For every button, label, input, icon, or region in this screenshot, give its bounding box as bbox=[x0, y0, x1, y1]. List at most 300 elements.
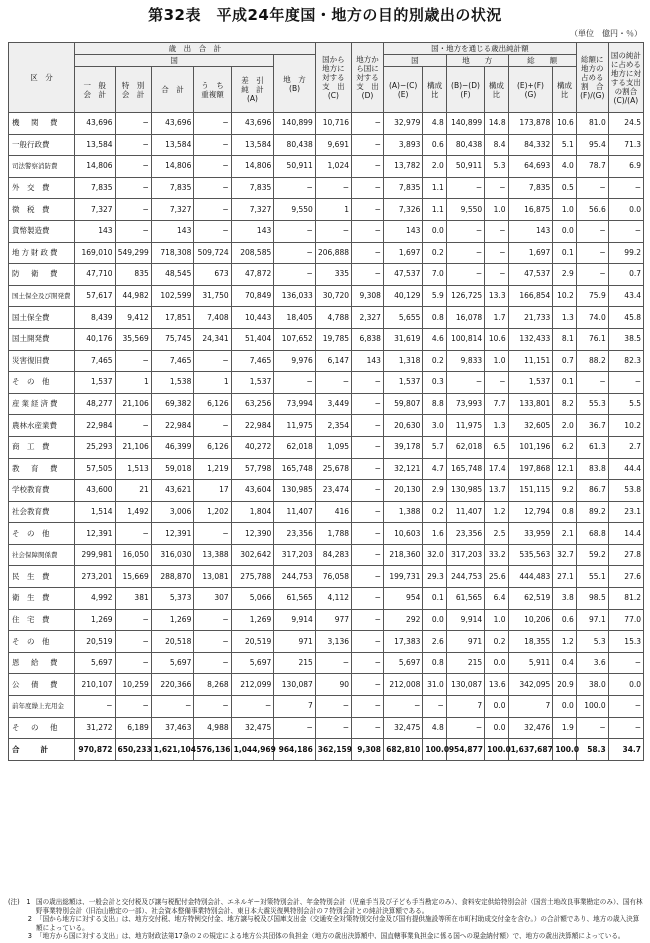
table-row bbox=[9, 264, 644, 286]
table-cell: 212,099 bbox=[231, 674, 274, 696]
table-cell: 166,854 bbox=[508, 285, 553, 307]
table-cell: 0.0 bbox=[608, 674, 643, 696]
table-cell: 1,513 bbox=[115, 458, 151, 480]
table-cell: 1 bbox=[194, 372, 231, 394]
table-cell: 1,697 bbox=[383, 242, 422, 264]
row-label: そ の 他 bbox=[9, 523, 75, 545]
table-cell: − bbox=[315, 177, 351, 199]
table-cell: 32.7 bbox=[553, 544, 576, 566]
table-cell: 215 bbox=[274, 652, 316, 674]
table-cell: 75.9 bbox=[576, 285, 608, 307]
table-cell: 43,621 bbox=[151, 480, 194, 502]
table-cell: 6,126 bbox=[194, 393, 231, 415]
table-cell: 100.0 bbox=[485, 739, 508, 761]
table-cell: − bbox=[151, 696, 194, 718]
table-cell: 17,383 bbox=[383, 631, 422, 653]
table-cell: 33,959 bbox=[508, 523, 553, 545]
table-cell: − bbox=[576, 242, 608, 264]
table-cell: 14,806 bbox=[75, 156, 115, 178]
table-cell: 77.0 bbox=[608, 609, 643, 631]
table-cell: 73,993 bbox=[446, 393, 484, 415]
table-cell: 43,696 bbox=[75, 113, 115, 135]
table-cell: − bbox=[446, 177, 484, 199]
table-cell: 1,514 bbox=[75, 501, 115, 523]
table-cell: 3,136 bbox=[315, 631, 351, 653]
table-cell: − bbox=[231, 696, 274, 718]
table-cell: 27.6 bbox=[608, 566, 643, 588]
table-cell: 299,981 bbox=[75, 544, 115, 566]
header-kuni-to-chihou: 国から 地方に 対する 支 出 (C) bbox=[315, 43, 351, 113]
table-cell: 3.6 bbox=[576, 652, 608, 674]
table-row bbox=[9, 199, 644, 221]
table-cell: 2.1 bbox=[553, 523, 576, 545]
table-cell: 971 bbox=[274, 631, 316, 653]
table-cell: 1,621,104 bbox=[151, 739, 194, 761]
table-cell: 75,745 bbox=[151, 328, 194, 350]
table-cell: 1,269 bbox=[75, 609, 115, 631]
table-cell: 165,748 bbox=[446, 458, 484, 480]
table-cell: 11,975 bbox=[446, 415, 484, 437]
header-j-kuni-val: (A)−(C) (E) bbox=[383, 67, 422, 113]
table-cell: − bbox=[352, 717, 384, 739]
table-cell: 1,269 bbox=[151, 609, 194, 631]
table-cell: 47,537 bbox=[383, 264, 422, 286]
table-cell: 8,268 bbox=[194, 674, 231, 696]
header-j-chihou: 地 方 bbox=[446, 55, 508, 67]
table-cell: 0.4 bbox=[553, 652, 576, 674]
table-cell: 5.1 bbox=[553, 134, 576, 156]
table-cell: 100.0 bbox=[423, 739, 446, 761]
table-cell: 1.3 bbox=[553, 307, 576, 329]
table-cell: 1.1 bbox=[423, 199, 446, 221]
table-cell: 1,318 bbox=[383, 350, 422, 372]
table-cell: 4,988 bbox=[194, 717, 231, 739]
table-cell: − bbox=[194, 350, 231, 372]
table-cell: 13,782 bbox=[383, 156, 422, 178]
table-body bbox=[9, 113, 644, 761]
table-cell: 6.2 bbox=[553, 436, 576, 458]
table-cell: − bbox=[485, 264, 508, 286]
table-cell: 2.7 bbox=[608, 436, 643, 458]
table-cell: 36.7 bbox=[576, 415, 608, 437]
table-cell: 20,519 bbox=[75, 631, 115, 653]
table-cell: 9.2 bbox=[553, 480, 576, 502]
table-cell: 244,753 bbox=[446, 566, 484, 588]
table-cell: 3.0 bbox=[423, 415, 446, 437]
table-cell: 25,678 bbox=[315, 458, 351, 480]
row-label: そ の 他 bbox=[9, 717, 75, 739]
table-cell: 81.2 bbox=[608, 588, 643, 610]
table-cell: 549,299 bbox=[115, 242, 151, 264]
table-cell: 97.1 bbox=[576, 609, 608, 631]
table-cell: − bbox=[75, 696, 115, 718]
table-cell: − bbox=[115, 523, 151, 545]
note-item bbox=[8, 932, 644, 941]
table-cell: 88.2 bbox=[576, 350, 608, 372]
table-cell: 1.0 bbox=[485, 199, 508, 221]
table-cell: 95.4 bbox=[576, 134, 608, 156]
table-cell: 32,475 bbox=[383, 717, 422, 739]
row-label: 商 工 費 bbox=[9, 436, 75, 458]
header-junkei: 国・地方を通じる歳出純計額 bbox=[383, 43, 576, 55]
table-row bbox=[9, 134, 644, 156]
table-cell: 107,652 bbox=[274, 328, 316, 350]
table-cell: − bbox=[608, 717, 643, 739]
table-cell: 1,697 bbox=[508, 242, 553, 264]
table-cell: 0.1 bbox=[553, 372, 576, 394]
table-cell: 62,018 bbox=[274, 436, 316, 458]
table-cell: 9,308 bbox=[352, 285, 384, 307]
row-label: そ の 他 bbox=[9, 631, 75, 653]
table-cell: 32,979 bbox=[383, 113, 422, 135]
table-cell: 4.7 bbox=[423, 458, 446, 480]
table-cell: 13,388 bbox=[194, 544, 231, 566]
table-cell: 7,835 bbox=[508, 177, 553, 199]
table-cell: 40,176 bbox=[75, 328, 115, 350]
table-cell: 21 bbox=[115, 480, 151, 502]
table-cell: 16,875 bbox=[508, 199, 553, 221]
table-cell: 7 bbox=[274, 696, 316, 718]
table-cell: 206,888 bbox=[315, 242, 351, 264]
table-cell: − bbox=[352, 544, 384, 566]
table-row bbox=[9, 328, 644, 350]
table-cell: 18,405 bbox=[274, 307, 316, 329]
table-cell: − bbox=[352, 436, 384, 458]
table-cell: 63,256 bbox=[231, 393, 274, 415]
table-cell: − bbox=[485, 242, 508, 264]
table-cell: − bbox=[194, 113, 231, 135]
table-cell: 535,563 bbox=[508, 544, 553, 566]
table-row bbox=[9, 113, 644, 135]
table-cell: 1,492 bbox=[115, 501, 151, 523]
table-cell: − bbox=[352, 480, 384, 502]
table-cell: 61.3 bbox=[576, 436, 608, 458]
row-label: 住 宅 費 bbox=[9, 609, 75, 631]
header-kuni-share: 国の純計 に占める 地方に対 する支出 の割合 (C)/(A) bbox=[608, 43, 643, 113]
table-cell: 43,696 bbox=[151, 113, 194, 135]
table-cell: 22,984 bbox=[151, 415, 194, 437]
table-cell: 23.1 bbox=[608, 501, 643, 523]
row-label: 災害復旧費 bbox=[9, 350, 75, 372]
row-label: 国土保全及び開発費 bbox=[9, 285, 75, 307]
table-cell: 682,810 bbox=[383, 739, 422, 761]
table-cell: 61,565 bbox=[274, 588, 316, 610]
table-cell: 4.8 bbox=[423, 717, 446, 739]
table-cell: 0.6 bbox=[553, 609, 576, 631]
table-cell: 16,078 bbox=[446, 307, 484, 329]
table-cell: 7 bbox=[508, 696, 553, 718]
table-cell: − bbox=[274, 372, 316, 394]
table-cell: 1.0 bbox=[485, 350, 508, 372]
table-cell: 10,206 bbox=[508, 609, 553, 631]
table-cell: 5,066 bbox=[231, 588, 274, 610]
table-cell: 56.6 bbox=[576, 199, 608, 221]
table-cell: 51,404 bbox=[231, 328, 274, 350]
row-label: 衛 生 費 bbox=[9, 588, 75, 610]
note-text: 「地方から国に対する支出」は、地方財政法第17条の２の規定による地方公共団体の負担金（地方の歳出決算額中、国直轄事業負担金に係る国への現金納付額）で、地方の歳出決算額によっている。 bbox=[36, 932, 625, 941]
table-cell: 2.9 bbox=[553, 264, 576, 286]
table-cell: 32,475 bbox=[231, 717, 274, 739]
table-cell: − bbox=[194, 220, 231, 242]
table-cell: 0.0 bbox=[608, 199, 643, 221]
table-cell: 13,081 bbox=[194, 566, 231, 588]
table-cell: 130,087 bbox=[446, 674, 484, 696]
table-cell: − bbox=[446, 220, 484, 242]
table-cell: 576,136 bbox=[194, 739, 231, 761]
table-cell: 143 bbox=[231, 220, 274, 242]
header-chihou-to-kuni: 地方か ら国に 対する 支 出 (D) bbox=[352, 43, 384, 113]
table-cell: 1.0 bbox=[553, 199, 576, 221]
table-cell: 4.6 bbox=[423, 328, 446, 350]
table-cell: 3.8 bbox=[553, 588, 576, 610]
table-cell: − bbox=[115, 177, 151, 199]
table-cell: 29.3 bbox=[423, 566, 446, 588]
table-cell: 55.1 bbox=[576, 566, 608, 588]
note-label: 2 bbox=[8, 915, 32, 924]
table-cell: 673 bbox=[194, 264, 231, 286]
table-cell: 316,030 bbox=[151, 544, 194, 566]
table-cell: 50,911 bbox=[274, 156, 316, 178]
table-cell: 59,807 bbox=[383, 393, 422, 415]
table-row bbox=[9, 609, 644, 631]
table-cell: 48,545 bbox=[151, 264, 194, 286]
table-cell: 7,835 bbox=[151, 177, 194, 199]
table-cell: 12.1 bbox=[553, 458, 576, 480]
table-cell: 1 bbox=[115, 372, 151, 394]
table-cell: 136,033 bbox=[274, 285, 316, 307]
row-label: 地方財政費 bbox=[9, 242, 75, 264]
table-cell: 0.1 bbox=[423, 588, 446, 610]
table-cell: 302,642 bbox=[231, 544, 274, 566]
table-cell: 21,106 bbox=[115, 436, 151, 458]
table-cell: − bbox=[576, 717, 608, 739]
table-cell: 40,129 bbox=[383, 285, 422, 307]
row-label: 民 生 費 bbox=[9, 566, 75, 588]
table-cell: 22,984 bbox=[231, 415, 274, 437]
table-cell: 140,899 bbox=[274, 113, 316, 135]
table-cell: 381 bbox=[115, 588, 151, 610]
table-cell: − bbox=[608, 696, 643, 718]
table-cell: 215 bbox=[446, 652, 484, 674]
table-cell: 173,878 bbox=[508, 113, 553, 135]
table-cell: 0.0 bbox=[553, 220, 576, 242]
table-cell: 10,716 bbox=[315, 113, 351, 135]
row-label: 産業経済費 bbox=[9, 393, 75, 415]
table-cell: − bbox=[352, 242, 384, 264]
table-cell: 23,356 bbox=[274, 523, 316, 545]
table-cell: 78.7 bbox=[576, 156, 608, 178]
table-cell: 13,584 bbox=[151, 134, 194, 156]
table-cell: − bbox=[608, 652, 643, 674]
table-cell: 7,327 bbox=[151, 199, 194, 221]
table-cell: 32,605 bbox=[508, 415, 553, 437]
table-cell: − bbox=[274, 717, 316, 739]
table-cell: 20,518 bbox=[151, 631, 194, 653]
table-cell: 14,806 bbox=[231, 156, 274, 178]
table-cell: 39,178 bbox=[383, 436, 422, 458]
expenditure-table bbox=[8, 42, 644, 761]
table-cell: − bbox=[315, 220, 351, 242]
table-cell: 86.7 bbox=[576, 480, 608, 502]
table-cell: 9,833 bbox=[446, 350, 484, 372]
table-cell: 83.8 bbox=[576, 458, 608, 480]
table-cell: 0.2 bbox=[423, 242, 446, 264]
table-cell: 0.3 bbox=[423, 372, 446, 394]
table-cell: 12,391 bbox=[151, 523, 194, 545]
table-cell: − bbox=[194, 415, 231, 437]
table-cell: 10,603 bbox=[383, 523, 422, 545]
row-label: そ の 他 bbox=[9, 372, 75, 394]
table-cell: − bbox=[446, 242, 484, 264]
table-cell: 6.5 bbox=[485, 436, 508, 458]
note-item bbox=[8, 898, 644, 915]
table-cell: 18,355 bbox=[508, 631, 553, 653]
table-cell: 0.8 bbox=[423, 652, 446, 674]
row-label: 社会保障関係費 bbox=[9, 544, 75, 566]
table-cell: 73,994 bbox=[274, 393, 316, 415]
row-label: 国土開発費 bbox=[9, 328, 75, 350]
table-cell: 244,753 bbox=[274, 566, 316, 588]
table-row bbox=[9, 717, 644, 739]
table-cell: 307 bbox=[194, 588, 231, 610]
table-row bbox=[9, 566, 644, 588]
table-cell: 90 bbox=[315, 674, 351, 696]
table-cell: 4,992 bbox=[75, 588, 115, 610]
table-cell: 61,565 bbox=[446, 588, 484, 610]
table-cell: 1,804 bbox=[231, 501, 274, 523]
table-cell: 8.8 bbox=[423, 393, 446, 415]
table-cell: 0.2 bbox=[485, 631, 508, 653]
table-cell: 20,630 bbox=[383, 415, 422, 437]
table-cell: 275,788 bbox=[231, 566, 274, 588]
table-cell: 5,697 bbox=[151, 652, 194, 674]
table-cell: − bbox=[194, 631, 231, 653]
table-cell: − bbox=[352, 566, 384, 588]
table-cell: 31,750 bbox=[194, 285, 231, 307]
table-cell: 13.7 bbox=[485, 480, 508, 502]
table-cell: 23,474 bbox=[315, 480, 351, 502]
table-row bbox=[9, 501, 644, 523]
table-cell: 43,604 bbox=[231, 480, 274, 502]
table-cell: 970,872 bbox=[75, 739, 115, 761]
table-cell: 5.5 bbox=[608, 393, 643, 415]
table-cell: 99.2 bbox=[608, 242, 643, 264]
table-cell: 5.9 bbox=[423, 285, 446, 307]
table-cell: − bbox=[352, 113, 384, 135]
table-cell: 165,748 bbox=[274, 458, 316, 480]
table-row bbox=[9, 177, 644, 199]
table-cell: 32,121 bbox=[383, 458, 422, 480]
table-cell: 43,696 bbox=[231, 113, 274, 135]
table-row bbox=[9, 393, 644, 415]
table-cell: 9,691 bbox=[315, 134, 351, 156]
table-cell: 1.1 bbox=[423, 177, 446, 199]
table-cell: 81.0 bbox=[576, 113, 608, 135]
table-cell: 25,293 bbox=[75, 436, 115, 458]
table-cell: 8,439 bbox=[75, 307, 115, 329]
table-cell: − bbox=[352, 609, 384, 631]
table-cell: 69,382 bbox=[151, 393, 194, 415]
table-cell: − bbox=[352, 652, 384, 674]
row-label: 外 交 費 bbox=[9, 177, 75, 199]
table-cell: 0.0 bbox=[485, 652, 508, 674]
table-cell: 169,010 bbox=[75, 242, 115, 264]
table-cell: 335 bbox=[315, 264, 351, 286]
table-cell: 5,655 bbox=[383, 307, 422, 329]
notes bbox=[8, 898, 644, 941]
table-cell: 1,537 bbox=[508, 372, 553, 394]
table-row bbox=[9, 156, 644, 178]
table-cell: 0.8 bbox=[423, 307, 446, 329]
table-cell: 14.4 bbox=[608, 523, 643, 545]
table-cell: 31.0 bbox=[423, 674, 446, 696]
table-cell: 43,600 bbox=[75, 480, 115, 502]
table-cell: 10.6 bbox=[485, 328, 508, 350]
table-cell: 1.2 bbox=[553, 631, 576, 653]
table-cell: − bbox=[576, 264, 608, 286]
table-cell: 1,637,687 bbox=[508, 739, 553, 761]
table-cell: − bbox=[115, 609, 151, 631]
table-cell: − bbox=[352, 199, 384, 221]
table-cell: 100.0 bbox=[576, 696, 608, 718]
table-cell: 10.2 bbox=[608, 415, 643, 437]
table-cell: − bbox=[352, 631, 384, 653]
table-cell: 82.3 bbox=[608, 350, 643, 372]
table-cell: 47,710 bbox=[75, 264, 115, 286]
table-cell: 2.6 bbox=[423, 631, 446, 653]
table-cell: − bbox=[115, 415, 151, 437]
table-cell: 143 bbox=[151, 220, 194, 242]
table-cell: 133,801 bbox=[508, 393, 553, 415]
table-cell: 130,985 bbox=[446, 480, 484, 502]
table-cell: − bbox=[315, 717, 351, 739]
header-chihou-share: 総額に 地方の 占める 割 合 (F)/(G) bbox=[576, 43, 608, 113]
header-tokubetsu: 特 別 会 計 bbox=[115, 67, 151, 113]
table-cell: 1,044,969 bbox=[231, 739, 274, 761]
table-cell: − bbox=[115, 113, 151, 135]
table-cell: 1,095 bbox=[315, 436, 351, 458]
table-cell: 7,465 bbox=[151, 350, 194, 372]
table-cell: 38.0 bbox=[576, 674, 608, 696]
table-cell: − bbox=[423, 696, 446, 718]
table-cell: − bbox=[194, 156, 231, 178]
table-cell: 2,327 bbox=[352, 307, 384, 329]
table-cell: − bbox=[352, 134, 384, 156]
row-label: 学校教育費 bbox=[9, 480, 75, 502]
table-cell: 140,899 bbox=[446, 113, 484, 135]
table-cell: 2.0 bbox=[553, 415, 576, 437]
table-cell: 48,277 bbox=[75, 393, 115, 415]
table-cell: 342,095 bbox=[508, 674, 553, 696]
unit-label: （単位 億円・％） bbox=[570, 29, 642, 38]
table-cell: 11,975 bbox=[274, 415, 316, 437]
table-cell: − bbox=[315, 696, 351, 718]
table-cell: 57,505 bbox=[75, 458, 115, 480]
table-cell: 0.0 bbox=[485, 696, 508, 718]
header-kousei-f: 構成 比 bbox=[485, 67, 508, 113]
table-cell: 210,107 bbox=[75, 674, 115, 696]
table-cell: − bbox=[608, 220, 643, 242]
table-cell: 15.3 bbox=[608, 631, 643, 653]
table-cell: 199,731 bbox=[383, 566, 422, 588]
header-j-kuni: 国 bbox=[383, 55, 446, 67]
table-row bbox=[9, 350, 644, 372]
table-row bbox=[9, 588, 644, 610]
table-cell: 44,982 bbox=[115, 285, 151, 307]
table-cell: 12,794 bbox=[508, 501, 553, 523]
table-cell: 20.9 bbox=[553, 674, 576, 696]
table-cell: 130,985 bbox=[274, 480, 316, 502]
